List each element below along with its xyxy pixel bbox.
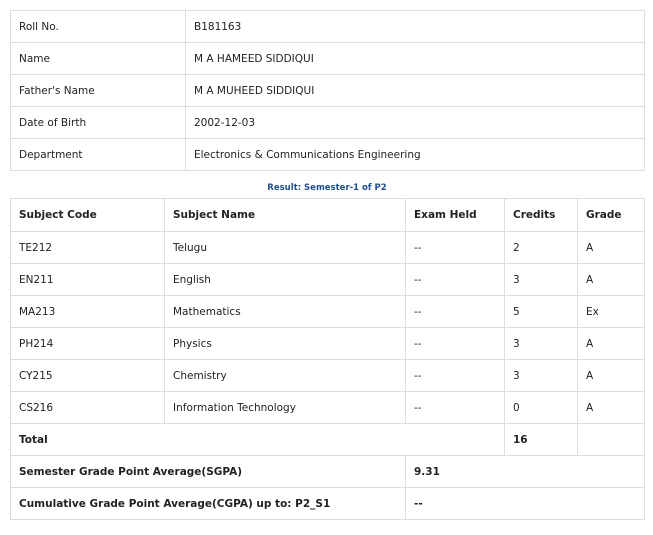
subject-name: English xyxy=(165,264,406,296)
subject-code: TE212 xyxy=(11,232,165,264)
grade: A xyxy=(578,328,645,360)
grade: Ex xyxy=(578,296,645,328)
subject-code: PH214 xyxy=(11,328,165,360)
father-name-label: Father's Name xyxy=(11,75,186,107)
header-grade: Grade xyxy=(578,199,645,232)
grade: A xyxy=(578,232,645,264)
father-name-value: M A MUHEED SIDDIQUI xyxy=(186,75,645,107)
department-row xyxy=(11,139,645,171)
header-subject-name: Subject Name xyxy=(165,199,406,232)
subject-name: Telugu xyxy=(165,232,406,264)
credits: 3 xyxy=(505,360,578,392)
exam-held: -- xyxy=(406,360,505,392)
total-credits: 16 xyxy=(505,424,578,456)
credits: 5 xyxy=(505,296,578,328)
exam-held: -- xyxy=(406,328,505,360)
cgpa-label: Cumulative Grade Point Average(CGPA) up to: P2_S1 xyxy=(11,488,406,520)
subject-name: Mathematics xyxy=(165,296,406,328)
sgpa-value: 9.31 xyxy=(406,456,645,488)
header-credits: Credits xyxy=(505,199,578,232)
roll-no-label: Roll No. xyxy=(11,11,186,43)
result-caption: Result: Semester-1 of P2 xyxy=(267,183,387,193)
subject-name: Information Technology xyxy=(165,392,406,424)
credits: 2 xyxy=(505,232,578,264)
subject-code: EN211 xyxy=(11,264,165,296)
header-exam-held: Exam Held xyxy=(406,199,505,232)
result-table xyxy=(10,198,645,520)
cgpa-row xyxy=(11,488,645,520)
name-value: M A HAMEED SIDDIQUI xyxy=(186,43,645,75)
header-subject-code: Subject Code xyxy=(11,199,165,232)
sgpa-row xyxy=(11,456,645,488)
credits: 0 xyxy=(505,392,578,424)
total-row xyxy=(11,424,645,456)
dob-value: 2002-12-03 xyxy=(186,107,645,139)
subject-code: CY215 xyxy=(11,360,165,392)
subject-code: CS216 xyxy=(11,392,165,424)
table-row xyxy=(11,392,645,424)
dob-row xyxy=(11,107,645,139)
credits: 3 xyxy=(505,328,578,360)
table-row xyxy=(11,232,645,264)
department-label: Department xyxy=(11,139,186,171)
name-label: Name xyxy=(11,43,186,75)
credits: 3 xyxy=(505,264,578,296)
name-row xyxy=(11,43,645,75)
roll-no-value: B181163 xyxy=(186,11,645,43)
table-row xyxy=(11,360,645,392)
table-row xyxy=(11,328,645,360)
total-label: Total xyxy=(11,424,505,456)
subject-code: MA213 xyxy=(11,296,165,328)
grade: A xyxy=(578,264,645,296)
result-header-row xyxy=(11,199,645,232)
total-grade-empty xyxy=(578,424,645,456)
grade: A xyxy=(578,360,645,392)
subject-name: Physics xyxy=(165,328,406,360)
cgpa-value: -- xyxy=(406,488,645,520)
father-name-row xyxy=(11,75,645,107)
roll-no-row xyxy=(11,11,645,43)
table-row xyxy=(11,296,645,328)
exam-held: -- xyxy=(406,392,505,424)
grade: A xyxy=(578,392,645,424)
exam-held: -- xyxy=(406,232,505,264)
exam-held: -- xyxy=(406,264,505,296)
student-info-table xyxy=(10,10,645,171)
table-row xyxy=(11,264,645,296)
dob-label: Date of Birth xyxy=(11,107,186,139)
sgpa-label: Semester Grade Point Average(SGPA) xyxy=(11,456,406,488)
exam-held: -- xyxy=(406,296,505,328)
department-value: Electronics & Communications Engineering xyxy=(186,139,645,171)
subject-name: Chemistry xyxy=(165,360,406,392)
